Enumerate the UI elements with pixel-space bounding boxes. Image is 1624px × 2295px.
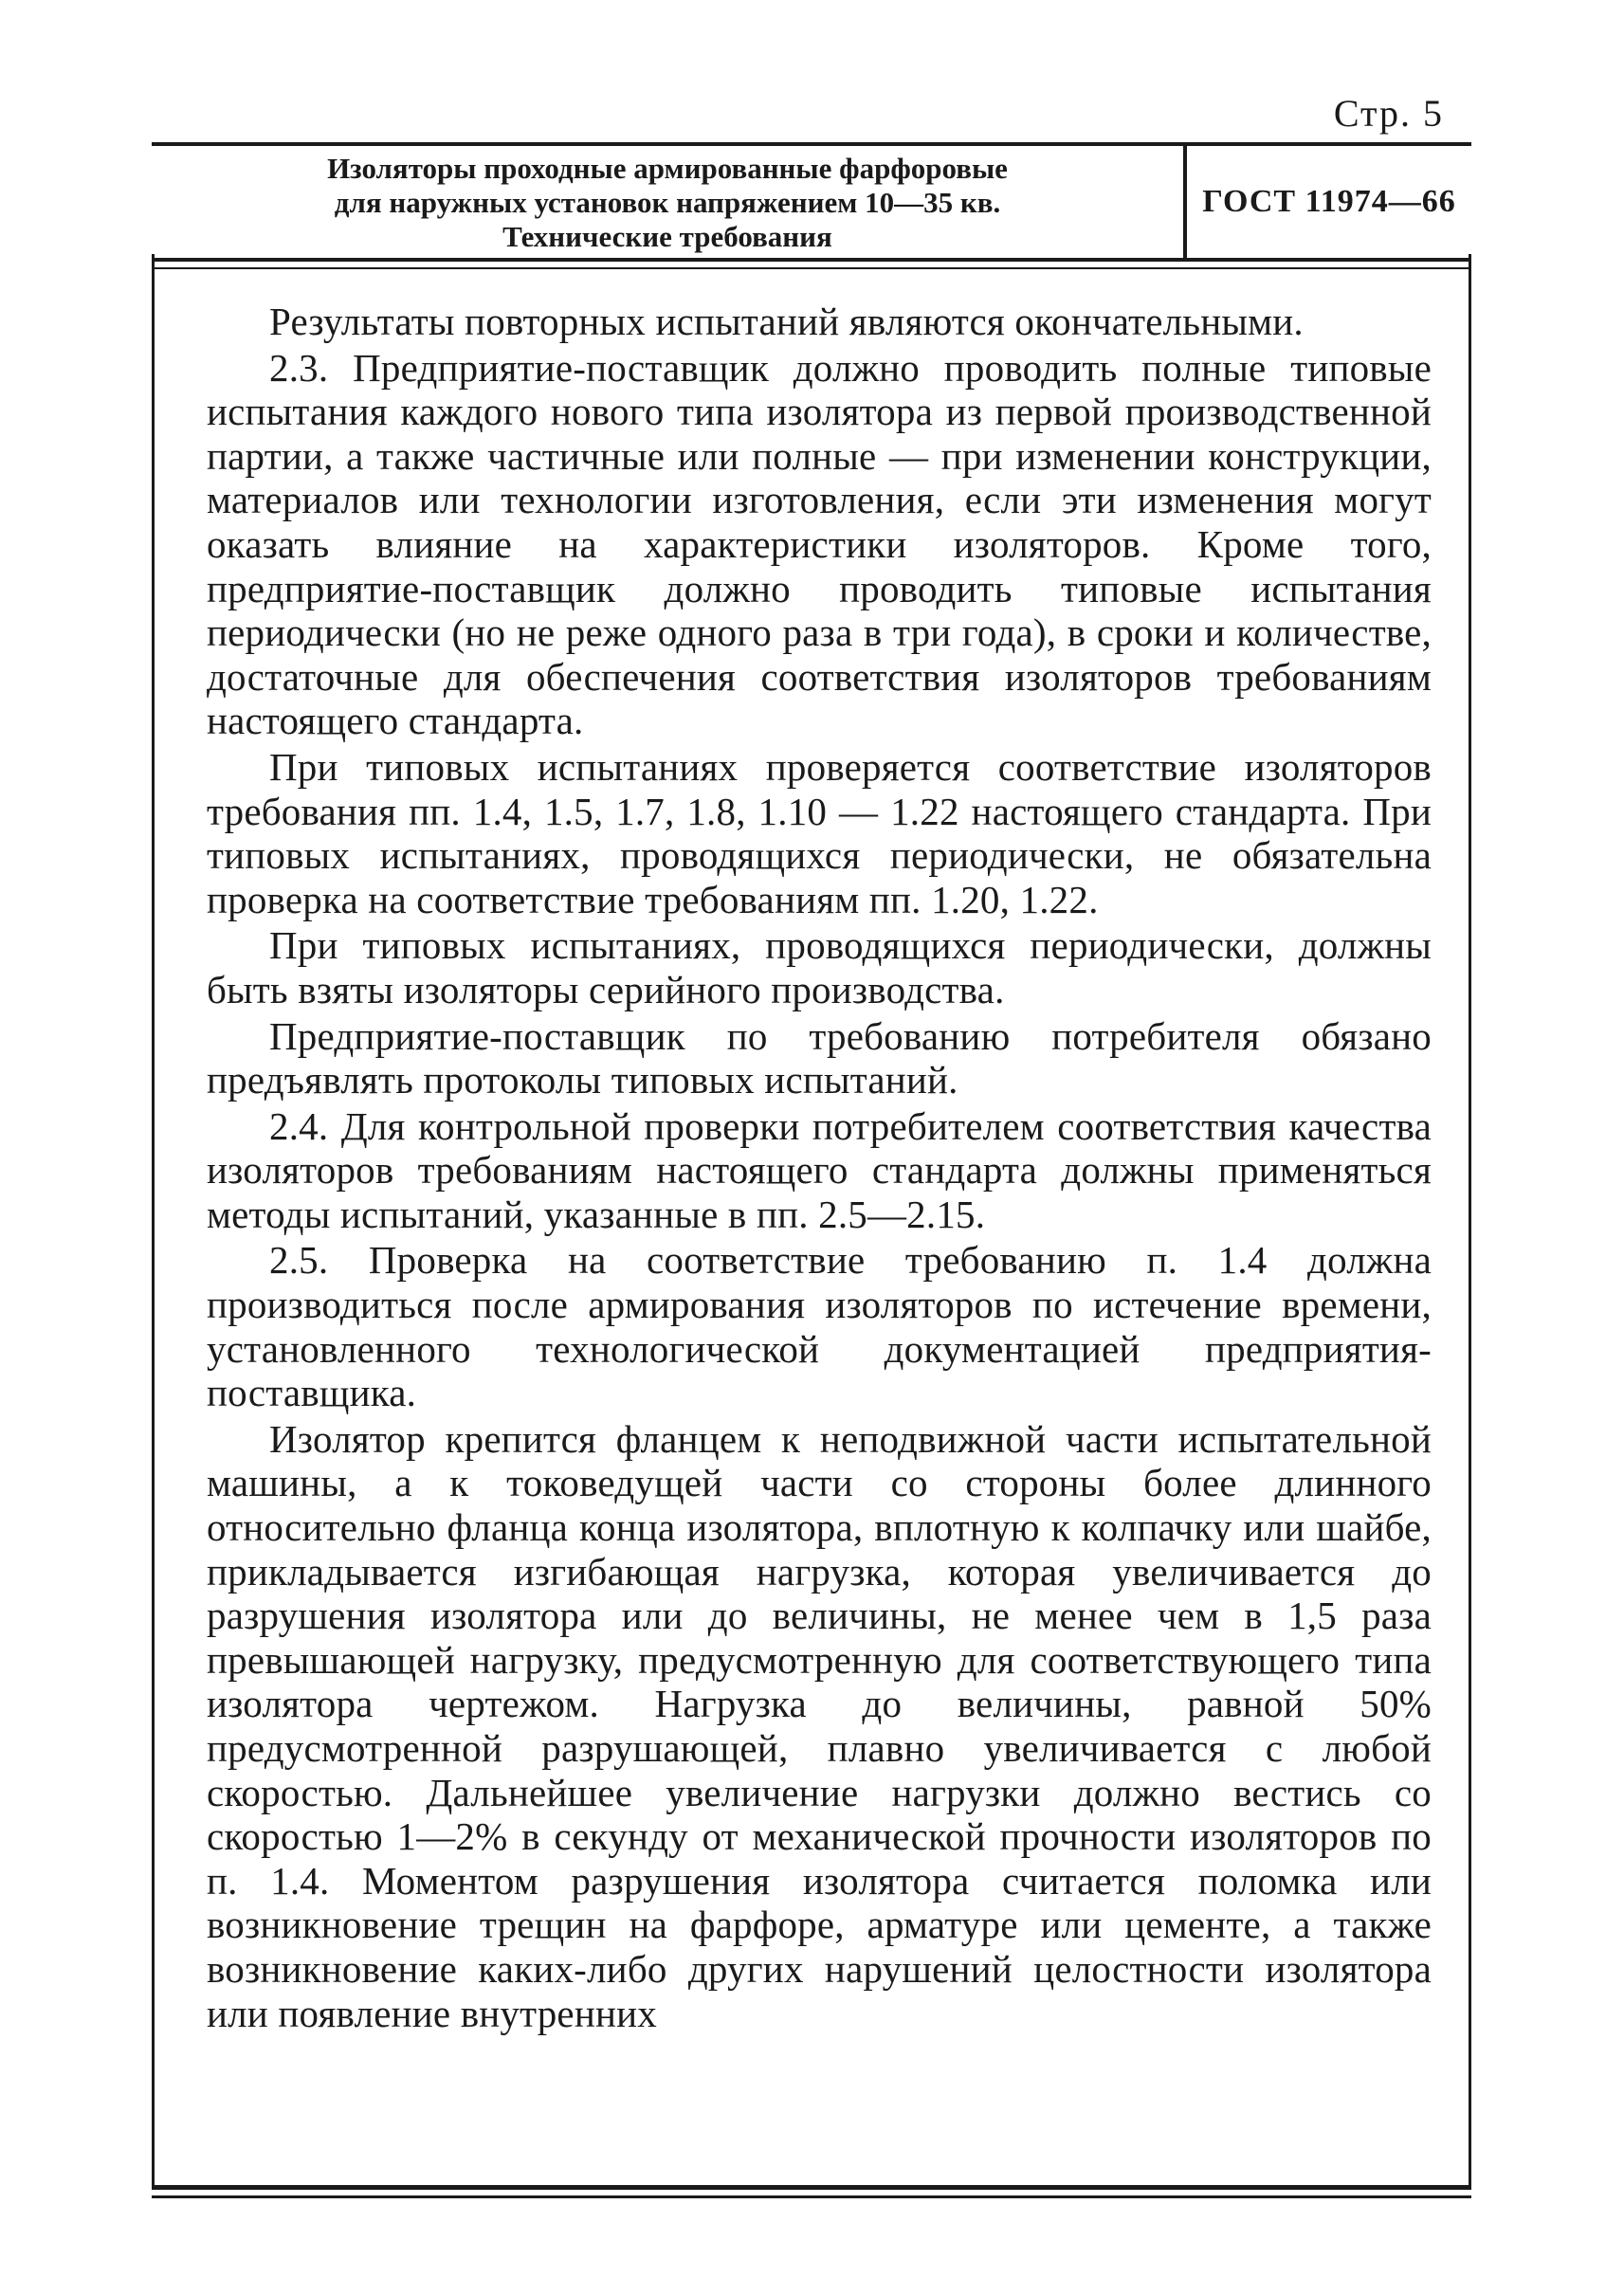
- header-title-line-3: Технические требования: [502, 220, 832, 253]
- paragraph-bending-test: Изолятор крепится фланцем к неподвижной части испытательной машины, а к токоведущей части со стороны более длинного относительно фланца конца изолятора, вплотную к колпачку или шайбе, прикладывается изгибающая нагрузка, которая увеличивается до разрушения изолятора или до величины, не менее чем в 1,5 раза превышающей нагрузку, предусмотренную для соответствующего типа изолятора чертежом. Нагрузка до величины, равной 50% предусмотренной разрушающей, плавно увеличивается с любой скоростью. Дальнейшее увеличение нагрузки должно вестись со скоростью 1—2% в секунду от механической прочности изоляторов по п. 1.4. Моментом разрушения изолятора считается поломка или возникновение трещин на фарфоре, арматуре или цементе, а также возникновение каких-либо других нарушений целостности изолятора или появление внутренних: [207, 1416, 1432, 2035]
- document-header: [152, 142, 1471, 262]
- paragraph-retest-result: Результаты повторных испытаний являются окончательными.: [269, 300, 1304, 343]
- paragraph-type-tests-scope: При типовых испытаниях проверяется соответствие изоляторов требования пп. 1.4, 1.5, 1.7, 1.8, 1.10 — 1.22 настоящего стандарта. При типовых испытаниях, проводящихся периодически, не обязательна проверка на соответствие требованиям пп. 1.20, 1.22.: [207, 744, 1432, 921]
- header-title-line-2: для наружных установок напряжением 10—35 кв.: [334, 186, 1001, 219]
- paragraph-serial-production: При типовых испытаниях, проводящихся периодически, должны быть взяты изоляторы серийного производства.: [207, 923, 1432, 1011]
- header-title: [152, 146, 1187, 258]
- paragraph-2-4: 2.4. Для контрольной проверки потребителем соответствия качества изоляторов требованиям настоящего стандарта должны применяться методы испытаний, указанные в пп. 2.5—2.15.: [207, 1103, 1432, 1236]
- header-title-line-1: Изоляторы проходные армированные фарфоровые: [327, 152, 1008, 185]
- page-number: Стр. 5: [1333, 92, 1444, 135]
- paragraph-2-3: 2.3. Предприятие-поставщик должно проводить полные типовые испытания каждого нового типа изолятора из первой производственной партии, а также частичные или полные — при изменении конструкции, материалов или технологии изготовления, если эти изменения могут оказать влияние на характеристики изоляторов. Кроме того, предприятие-поставщик должно проводить типовые испытания периодически (но не реже одного раза в три года), в сроки и количестве, достаточные для обеспечения соответствия изоляторов требованиям настоящего стандарта.: [207, 345, 1432, 743]
- paragraph-2-5: 2.5. Проверка на соответствие требованию п. 1.4 должна производиться после армирования изоляторов по истечение времени, установленного технологической документацией предприятия-поставщика.: [207, 1238, 1432, 1415]
- paragraph-test-reports: Предприятие-поставщик по требованию потребителя обязано предъявлять протоколы типовых испытаний.: [207, 1013, 1432, 1102]
- body-text: [207, 300, 1432, 2037]
- standard-number: ГОСТ 11974—66: [1202, 184, 1456, 219]
